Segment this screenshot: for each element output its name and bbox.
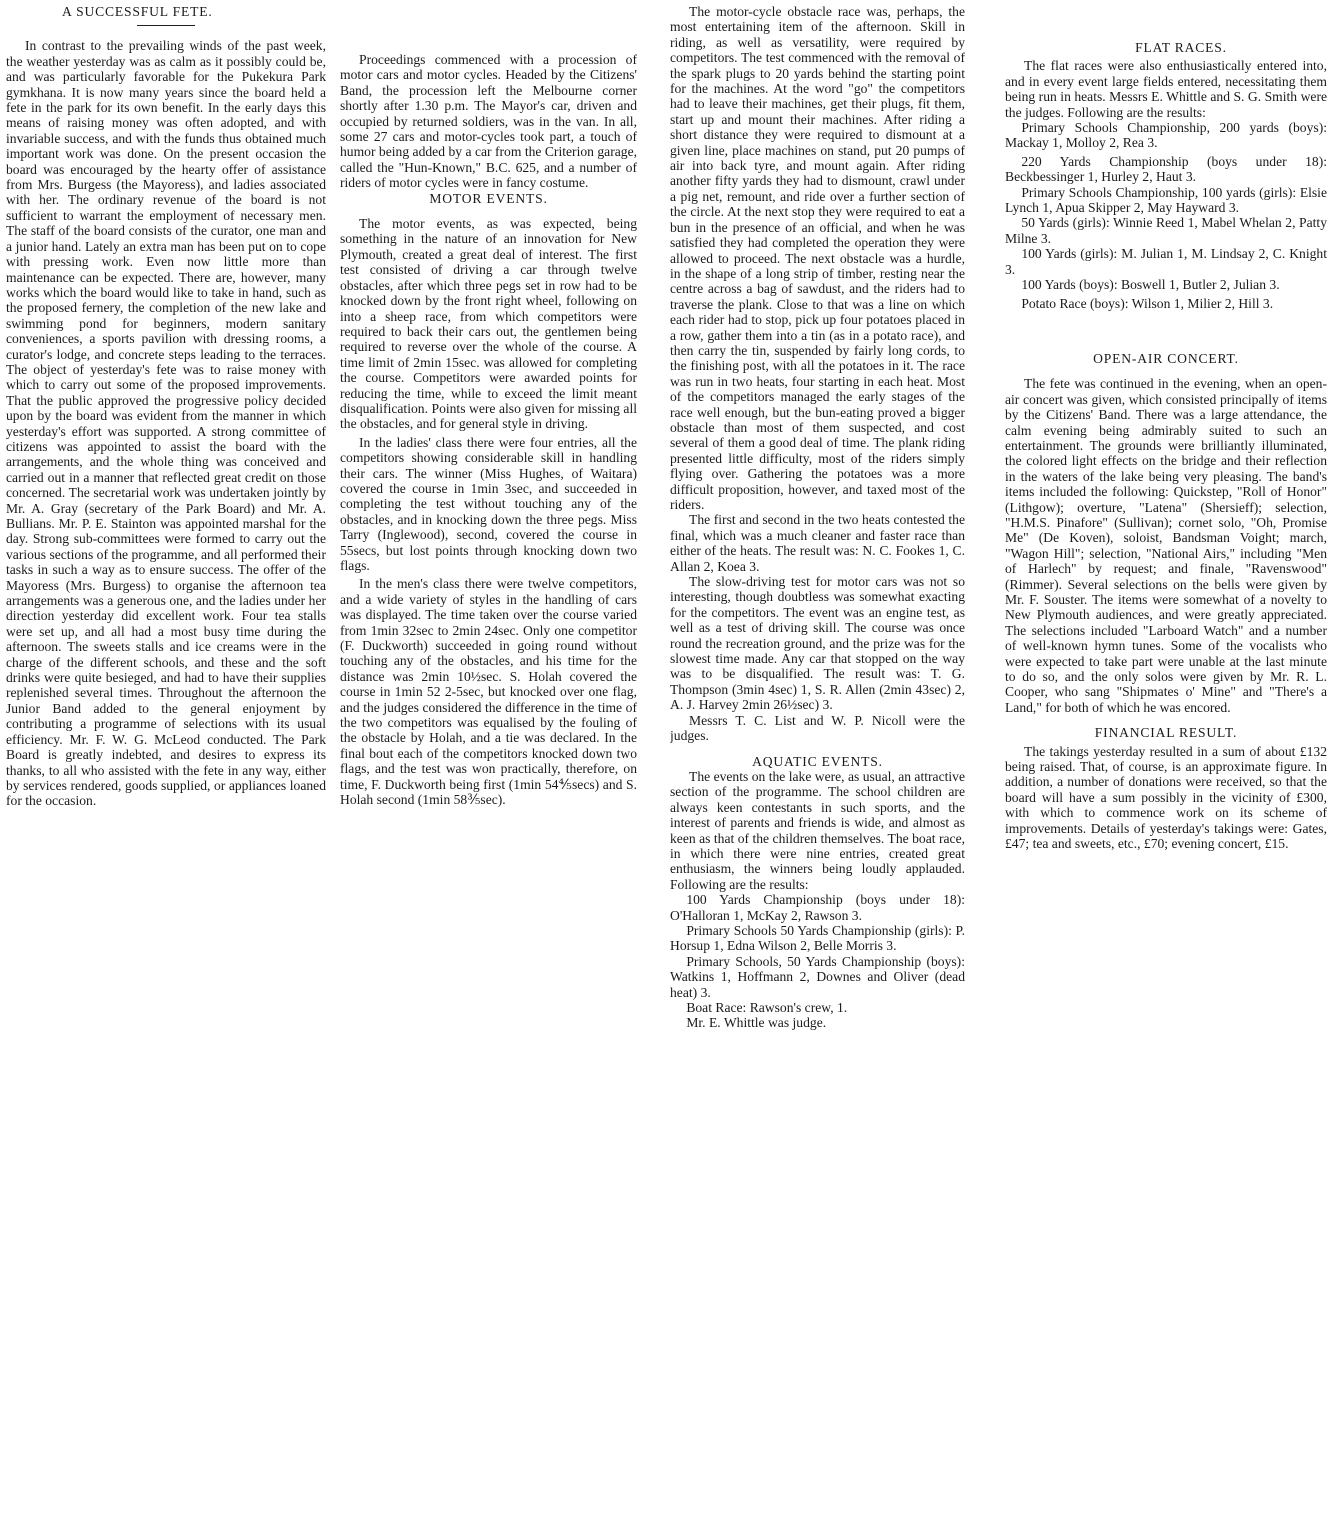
judges-paragraph: Messrs T. C. List and W. P. Nicoll were the judges. (670, 712, 965, 744)
flat-result: 50 Yards (girls): Winnie Reed 1, Mabel Whelan 2, Patty Milne 3. (1005, 215, 1327, 246)
aquatic-result: Primary Schools, 50 Yards Championship (boys): Watkins 1, Hoffmann 2, Downes and Oliver (dead heat) 3. (670, 953, 965, 1000)
aquatic-judge: Mr. E. Whittle was judge. (686, 1015, 827, 1031)
article-title: A SUCCESSFUL FETE. (62, 4, 213, 19)
aquatic-result: 100 Yards Championship (boys under 18): O'Halloran 1, McKay 2, Rawson 3. (670, 892, 965, 923)
flat-result: 100 Yards (boys): Boswell 1, Butler 2, Julian 3. (1021, 277, 1280, 293)
flat-paragraph: The flat races were also enthusiastically entered into, and in every event large fields entered, necessitating them being run in heats. Messrs E. Whittle and S. G. Smith were the judges. Following are the results: (1005, 58, 1327, 120)
motor-paragraph-1: The motor events, as was expected, being something in the nature of an innovation for New Plymouth, created a great deal of interest. The first test consisted of driving a car through twelve obstacles, after which three pegs set in row had to be knocked down by the front right wheel, following on into a sheep race, from which competitors were required to back their cars out, the gentlemen being required to reverse over the whole of the course. A time limit of 2min 15sec. was allowed for completing the course. Competitors were awarded points for reducing the time, while to exceed the limit meant disqualification. Points were also given for missing all the obstacles, and for general style in driving. (340, 216, 637, 432)
flat-result: 220 Yards Championship (boys under 18): Beckbessinger 1, Hurley 2, Haut 3. (1005, 153, 1327, 185)
aquatic-result: Primary Schools 50 Yards Championship (girls): P. Horsup 1, Edna Wilson 2, Belle Morris 3. (670, 922, 965, 954)
financial-result-heading: FINANCIAL RESULT. (1094, 725, 1238, 741)
flat-result: 100 Yards (girls): M. Julian 1, M. Lindsay 2, C. Knight 3. (1005, 246, 1327, 277)
aquatic-paragraph: The events on the lake were, as usual, an attractive section of the programme. The school children are always keen contestants in such sports, and the interest of parents and friends is wide, and almost as keen as that of the children themselves. The boat race, in which there were nine entries, created great enthusiasm, the winners being loudly applauded. Following are the results: (670, 768, 965, 892)
motor-paragraph-3: In the men's class there were twelve competitors, and a wide variety of styles in the handling of cars was displayed. The time taken over the course varied from 1min 32sec to 2min 24sec. Only one competitor (F. Duckworth) succeeded in going round without touching any of the obstacles, and his time for the distance was 2min 10½sec. S. Holah covered the course in 1min 52 2-5sec, but knocked over one flag, and the judges considered the difference in the time of the two competitors was equalised by the fouling of the obstacle by Holah, and a tie was declared. In the final bout each of the competitors knocked down two flags, and the test was won practically, therefore, on time, F. Duckworth being first (1min 54⅘secs) and S. Holah second (1min 58⅗sec). (340, 576, 637, 808)
flat-races-heading: FLAT RACES. (1135, 40, 1227, 55)
slow-driving-paragraph: The slow-driving test for motor cars was not so interesting, though doubtless was somewhat exacting for the competitors. The event was an engine test, as well as a test of driving skill. The course was once round the recreation ground, and the prize was for the slowest time made. Any car that stopped on the way was to be disqualified. The result was: T. G. Thompson (3min 4sec) 1, S. R. Allen (2min 43sec) 2, A. J. Harvey 2min 26½sec) 3. (670, 574, 965, 713)
column-2 (340, 52, 637, 1522)
flat-result: Primary Schools Championship, 200 yards (boys): Mackay 1, Molloy 2, Rea 3. (1005, 120, 1327, 151)
open-air-concert-heading: OPEN-AIR CONCERT. (1093, 350, 1239, 366)
column-4 (1005, 40, 1327, 1520)
flat-result: Potato Race (boys): Wilson 1, Milier 2, Hill 3. (1021, 295, 1274, 311)
procession-paragraph: Proceedings commenced with a procession of motor cars and motor cycles. Headed by the Citizens' Band, the procession left the Melbourne corner shortly after 1.30 p.m. The Mayor's car, driven and occupied by returned soldiers, was in the van. In all, some 27 cars and motor-cycles took part, a touch of humor being added by a car from the Criterion garage, called the "Hun-Known," B.C. 625, and a number of riders of motor cycles were in fancy costume. (340, 52, 637, 191)
aquatic-result: Boat Race: Rawson's crew, 1. (686, 1000, 848, 1015)
concert-paragraph: The fete was continued in the evening, when an open-air concert was given, which consisted principally of items by the Citizens' Band. There was a large attendance, the calm evening being admirably suited to such an entertainment. The grounds were brilliantly illuminated, the colored light effects on the bridge and their reflection in the waters of the lake being very pleasing. The band's items included the following: Quickstep, "Roll of Honor" (Lithgow); overture, "Latena" (Shersieff); selection, "H.M.S. Pinafore" (Sullivan); cornet solo, "Oh, Promise Me" (De Koven), soloist, Bandsman Voight; march, "Wagon Hill"; selection, "National Airs," including "Men of Harlech" by request; and finale, "Ravenswood" (Rimmer). Several selections on the bells were given by Mr. F. Souster. The items were somewhat of a novelty to New Plymouth audiences, and were greatly appreciated. The selections included "Larboard Watch" and a number of well-known hymn tunes. Some of the vocalists who were expected to take part were unable at the last minute to do so, and the only solos were given by Mr. R. L. Cooper, who sang "Shipmates o' Mine" and "There's a Land," for both of which he was encored. (1005, 376, 1327, 715)
motor-paragraph-2: In the ladies' class there were four entries, all the competitors showing considerable skill in handling their cars. The winner (Miss Hughes, of Waitara) covered the course in 1min 3sec, and succeeded in completing the test without touching any of the obstacles, and in knocking down the three pegs. Miss Tarry (Inglewood), second, covered the course in 55secs, but lost points through knocking down two flags. (340, 434, 637, 573)
final-paragraph: The first and second in the two heats contested the final, which was a much cleaner and faster race than either of the heats. The result was: N. C. Fookes 1, C. Allan 2, Koea 3. (670, 512, 965, 574)
title-rule (137, 25, 195, 26)
flat-result: Primary Schools Championship, 100 yards (girls): Elsie Lynch 1, Apua Skipper 2, May Hayward 3. (1005, 184, 1327, 216)
column-1 (6, 4, 326, 1524)
motor-events-heading: MOTOR EVENTS. (429, 190, 548, 206)
financial-paragraph: The takings yesterday resulted in a sum of about £132 being raised. That, of course, is an approximate figure. In addition, a number of donations were received, so that the board will have a sum possibly in the vicinity of £300, with which to commence work on its scheme of improvements. Details of yesterday's takings were: Gates, £47; tea and sweets, etc., £70; evening concert, £15. (1005, 743, 1327, 852)
aquatic-events-heading: AQUATIC EVENTS. (752, 753, 883, 769)
col1-paragraph: In contrast to the prevailing winds of the past week, the weather yesterday was as calm as it possibly could be, and was particularly favorable for the Pukekura Park gymkhana. It is now many years since the board held a fete in the park for its own benefit. In the early days this means of raising money was often adopted, and with invariable success, and with the funds thus obtained much important work was done. On the present occasion the board was encouraged by the hearty offer of assistance from Mrs. Burgess (the Mayoress), and ladies associated with her. The ordinary revenue of the board is not sufficient to warrant the employment of necessary men. The staff of the board consists of the curator, one man and a junior hand. Lately an extra man has been put on to cope with pressing work. Even now little more than maintenance can be expected. There are, however, many works which the board would like to take in hand, such as the proposed fernery, the completion of the new lake and swimming pond for beginners, modern sanitary conveniences, a sports pavilion with dressing rooms, a curator's lodge, and concrete steps leading to the terraces. The object of yesterday's fete was to raise money with which to carry out some of the proposed improvements. That the public approved the progressive policy decided upon by the board was evident from the manner in which yesterday's effort was supported. A strong committee of citizens was appointed to assist the board with the arrangements, and the whole thing was conceived and carried out in a manner that reflected great credit on those concerned. The secretarial work was undertaken jointly by Mr. A. Gray (secretary of the Park Board) and Mr. A. Bullians. Mr. P. E. Stainton was appointed marshal for the day. Strong sub-committees were formed to carry out the various sections of the programme, and all performed their tasks in such a way as to ensure success. The offer of the Mayoress (Mrs. Burgess) to organise the afternoon tea arrangements was a generous one, and the ladies under her direction yesterday did excellent work. Four tea stalls were set up, and all had a most busy time during the afternoon. The sweets stalls and ice creams were in the charge of the different schools, and these and the soft drinks were quite besieged, and had to have their supplies replenished several times. Throughout the afternoon the Junior Band added to the general enjoyment by contributing a programme of selections with its usual efficiency. Mr. F. W. G. McLeod conducted. The Park Board is greatly indebted, and desires to express its thanks, to all who assisted with the fete in any way, either by services rendered, goods supplied, or appliances loaned for the occasion. (6, 38, 326, 809)
motorcycle-paragraph: The motor-cycle obstacle race was, perhaps, the most entertaining item of the afternoon. Skill in riding, as well as versatility, were required by competitors. The test commenced with the removal of the spark plugs to 20 yards behind the starting point for the machines. At the word "go" the competitors had to leave their machines, get their plugs, fit them, start up and mount their machines. After riding a short distance they were required to dismount at a given line, place machines on stand, put 20 pumps of air into back tyre, and mount again. After riding another fifty yards they had to dismount, crawl under a pig net, remount, and ride over a further section of the circle. At the next stop they were required to eat a bun in the presence of an official, and when he was satisfied they had completed the operation they were allowed to proceed. The next obstacle was a hurdle, in the shape of a long strip of timber, resting near the centre across a bag of sawdust, and the riders had to traverse the plank. Close to that was a line on which each rider had to stop, pick up four potatoes placed in a row, gather them into a tin (as in a potato race), and then carry the tin, suspended by fairly long cords, to the finishing post, with all the potatoes in it. The race was run in two heats, four starting in each heat. Most of the competitors managed the early stages of the race well enough, but the bun-eating proved a bigger obstacle than most of them suspected, and cost several of them a good deal of time. The plank riding presented little difficulty, most of the riders simply flying over. Gathering the potatoes was a more difficult proposition, however, and taxed most of the riders. (670, 4, 965, 512)
column-3 (670, 4, 965, 1524)
